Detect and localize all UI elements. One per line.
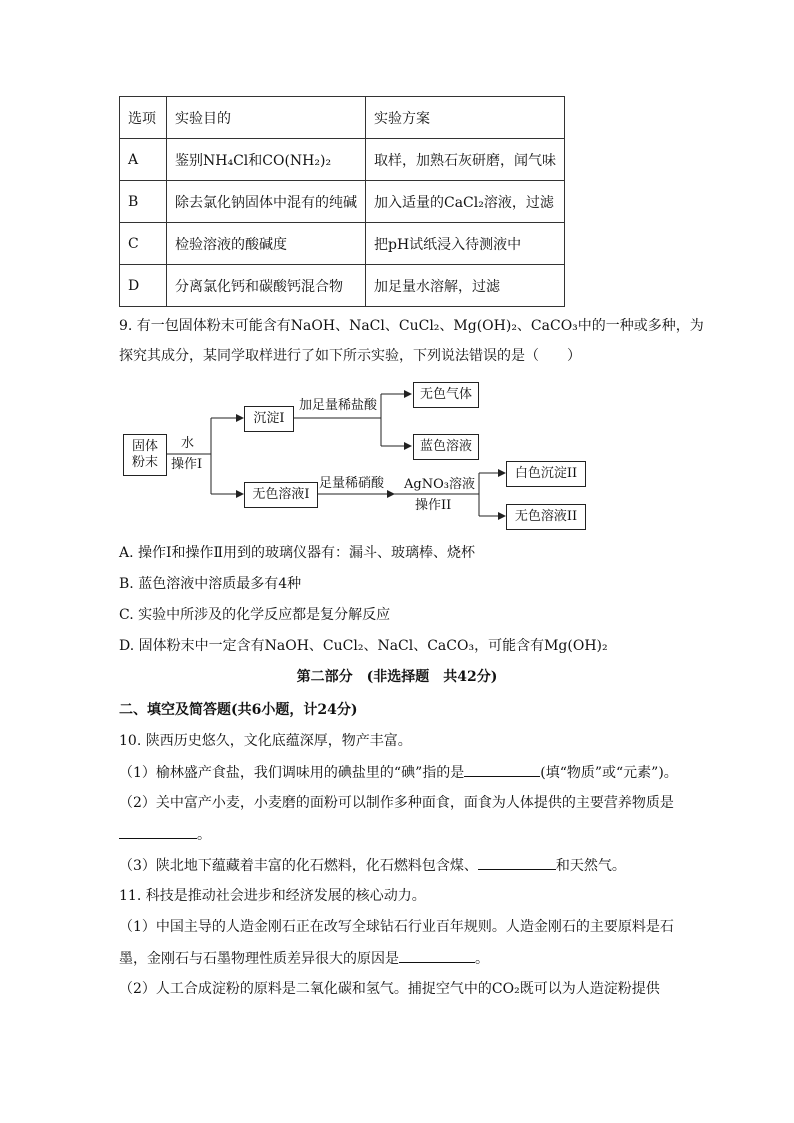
q11-part1-line1: （1）中国主导的人造金刚石正在改写全球钻石行业百年规则。人造金刚石的主要原料是石: [119, 919, 674, 935]
agno3-label: AgNO₃溶液: [404, 477, 475, 492]
table-header-row: [120, 97, 565, 139]
white-precipitate-label: 白色沉淀II: [514, 466, 578, 481]
table-cell: 分离氯化钙和碳酸钙混合物: [167, 265, 366, 307]
q10-part2-end: 。: [197, 827, 211, 843]
q9-stem-line2: 探究其成分，某同学取样进行了如下所示实验，下列说法错误的是（ ）: [119, 348, 581, 364]
q9-option-d: D. 固体粉末中一定含有NaOH、CuCl₂、NaCl、CaCO₃，可能含有Mg(OH)₂: [119, 638, 608, 654]
q11-stem: 11. 科技是推动社会进步和经济发展的核心动力。: [119, 888, 426, 904]
op2-label: 操作II: [415, 498, 452, 513]
white-precipitate-box: [506, 461, 586, 487]
table-cell: 把pH试纸浸入待测液中: [366, 223, 565, 265]
blue-solution-box: [413, 434, 479, 460]
table-cell: A: [120, 139, 167, 181]
table-cell: 加足量水溶解，过滤: [366, 265, 565, 307]
precipitate1-label: 沉淀I: [253, 411, 285, 426]
table-cell: D: [120, 265, 167, 307]
section2-title: 二、填空及简答题(共6小题，计24分): [119, 702, 358, 718]
q10-part2-line2: [119, 824, 211, 845]
answer-blank[interactable]: [119, 824, 197, 839]
solution2-box: [506, 504, 586, 530]
q9-stem-line1: 9. 有一包固体粉末可能含有NaOH、NaCl、CuCl₂、Mg(OH)₂、CaCO₃中的一种或多种，为: [119, 318, 704, 334]
answer-blank[interactable]: [478, 855, 556, 870]
q9-option-c: C. 实验中所涉及的化学反应都是复分解反应: [119, 607, 391, 623]
table-cell: 检验溶液的酸碱度: [167, 223, 366, 265]
q10-part1-text: (填“物质”或“元素”)。: [540, 765, 678, 781]
table-cell: 除去氯化钠固体中混有的纯碱: [167, 181, 366, 223]
q10-part3-text: 和天然气。: [555, 858, 626, 874]
table-row: [120, 181, 565, 223]
table-cell: 取样，加熟石灰研磨，闻气味: [366, 139, 565, 181]
answer-blank[interactable]: [464, 762, 540, 777]
table-cell: C: [120, 223, 167, 265]
table-row: [120, 223, 565, 265]
blue-solution-label: 蓝色溶液: [419, 439, 472, 454]
table-cell: 鉴别NH₄Cl和CO(NH₂)₂: [167, 139, 366, 181]
table-header-cell: 实验方案: [366, 97, 565, 139]
answer-blank[interactable]: [399, 948, 475, 963]
add-hcl-label: 加足量稀盐酸: [299, 398, 378, 413]
q11-part2-line1: （2）人工合成淀粉的原料是二氧化碳和氢气。捕捉空气中的CO₂既可以为人造淀粉提供: [119, 981, 660, 997]
q11-part1-text: 墨，金刚石与石墨物理性质差异很大的原因是: [119, 951, 399, 967]
solution2-label: 无色溶液II: [514, 509, 578, 524]
table-header-cell: 实验目的: [167, 97, 366, 139]
q11-part1-line2: [119, 948, 489, 969]
part2-title: 第二部分 (非选择题 共42分): [296, 669, 498, 685]
q10-stem: 10. 陕西历史悠久，文化底蕴深厚，物产丰富。: [119, 733, 412, 749]
start-box: [123, 434, 167, 476]
colorless-gas-label: 无色气体: [419, 387, 472, 402]
options-table: [119, 96, 565, 307]
solution1-box: [244, 482, 318, 508]
q10-part1-text: （1）榆林盛产食盐，我们调味用的碘盐里的“碘”指的是: [119, 765, 465, 781]
q10-part1: [119, 762, 678, 783]
table-cell: 加入适量的CaCl₂溶液，过滤: [366, 181, 565, 223]
start-label: 粉末: [131, 455, 158, 470]
table-row: [120, 139, 565, 181]
table-header-cell: 选项: [120, 97, 167, 139]
table-row: [120, 265, 565, 307]
q10-part3: [119, 855, 626, 876]
table-cell: B: [120, 181, 167, 223]
q10-part2-line1: （2）关中富产小麦，小麦磨的面粉可以制作多种面食，面食为人体提供的主要营养物质是: [119, 795, 674, 811]
q11-part1-end: 。: [475, 951, 489, 967]
colorless-gas-box: [413, 382, 479, 408]
water-label: 水: [181, 436, 195, 451]
q10-part3-text: （3）陕北地下蕴藏着丰富的化石燃料，化石燃料包含煤、: [119, 858, 478, 874]
experiment-flow-diagram: [119, 378, 599, 538]
q9-option-a: A. 操作Ⅰ和操作Ⅱ用到的玻璃仪器有：漏斗、玻璃棒、烧杯: [119, 545, 476, 561]
solution1-label: 无色溶液I: [252, 487, 310, 502]
add-hno3-label: 足量稀硝酸: [319, 476, 385, 491]
precipitate1-box: [244, 406, 294, 432]
op1-label: 操作I: [171, 457, 203, 472]
q9-option-b: B. 蓝色溶液中溶质最多有4种: [119, 576, 302, 592]
start-label: 固体: [131, 439, 158, 454]
